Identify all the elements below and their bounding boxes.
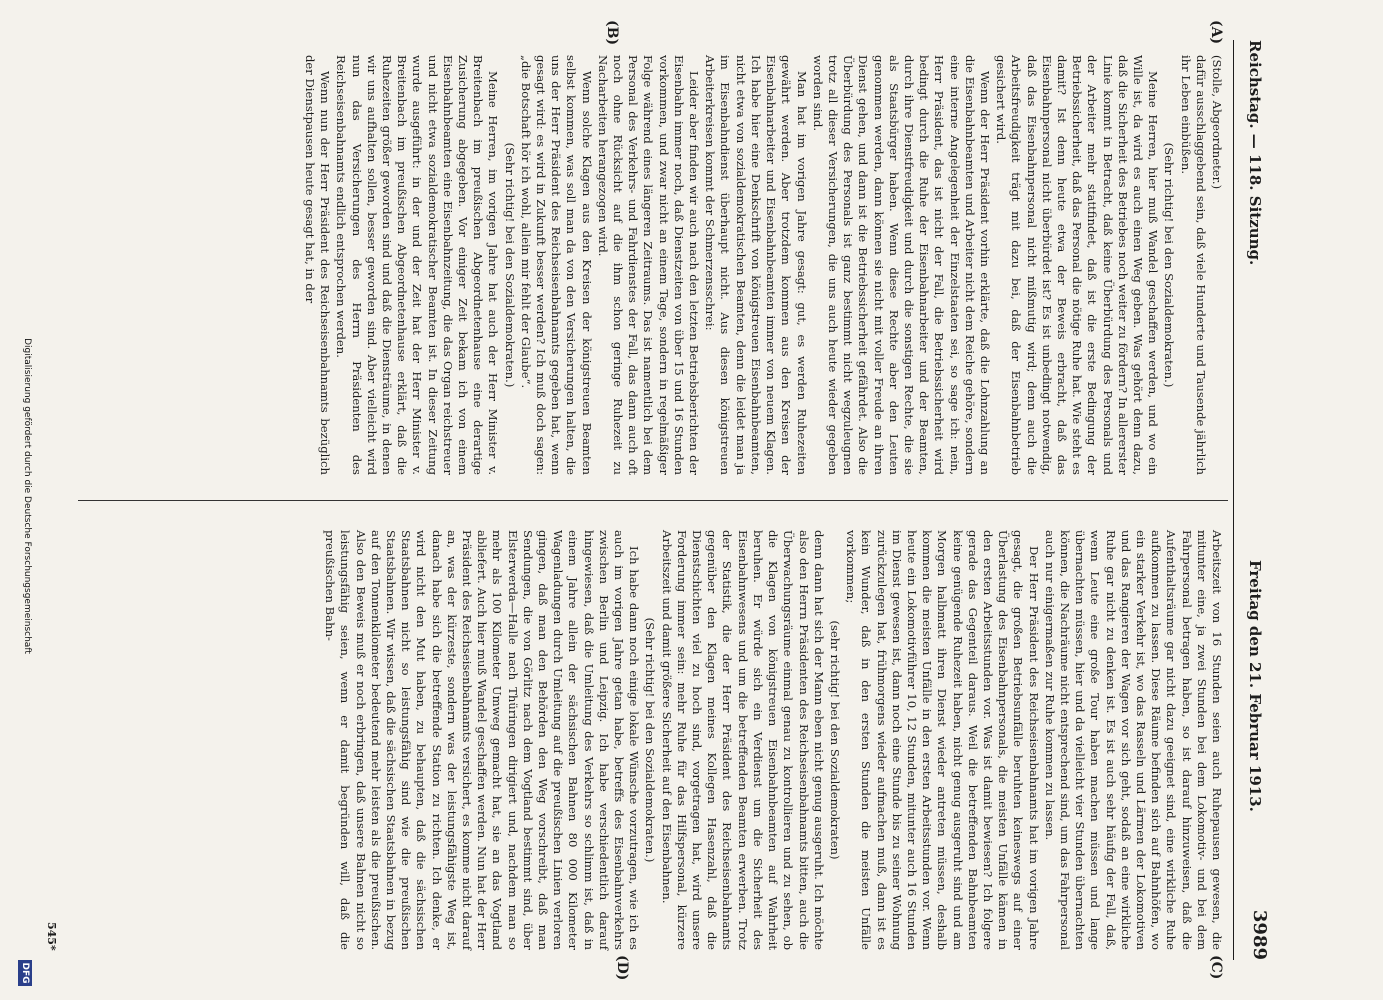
quote-paragraph: Leider aber finden wir auch nach den letzten Betriebsberichten der Eisenbahn immer noch, daß Dienstzeiten von über 15 und 16 Stunden vorkommen, und zwar nicht an einem Tage, sondern in regelmäßiger Folge während eines längeren Zeitraums. Das ist namentlich bei dem Personal des Verkehrs- und Fahrdienstes der Fall, das dann auch oft noch ohne Rücksicht auf die ihm schon geringe Ruhezeit zu Nacharbeiten herangezogen wird. (595, 55, 702, 475)
paragraph: Meine Herren, im vorigen Jahre hat auch der Herr Minister v. Breitenbach im preußischen Abgeordnetenhause eine derartige Zusicherung abgegeben. Vor einiger Zeit bekam ich von einem Eisenbahnbeamten eine Eisenbahnzeitung, die das Organ reichstreuer und nicht etwa sozialdemokratischer Beamten ist. In dieser Zeitung wurde ausgeführt: in der und der Zeit hat der Herr Minister v. Breitenbach im preußischen Abgeordnetenhause erklärt, daß die Ruhezeiten größer geworden sind und daß die Diensträume, in denen wir uns aufhalten sollen, besser geworden sind. Aber vielleicht wird nun das Versicherungen des Herrn Präsidenten des Reichseisenbahnamts endlich entsprochen werden. (334, 55, 501, 475)
paragraph: Wenn nun der Herr Präsident des Reichseisenbahnamts bezüglich der Dienstpausen heute gesagt hat, in der (303, 55, 333, 475)
header-rule (1233, 40, 1234, 960)
interjection: (sehr richtig! bei den Sozialdemokraten) (827, 620, 842, 860)
paragraph: Wenn solche Klagen aus den Kreisen der königstreuen Beamten selbst kommen, was soll man da von den Versicherungen halten, die uns der Herr Präsident des Reichseisenbahnamts gegeben hat, wenn gesagt wird: es wird in Zukunft besser werden? Ich muß doch sagen: „die Botschaft hör ich wohl, allein mir fehlt der Glaube“. (518, 55, 594, 475)
interjection: (Sehr richtig! bei den Sozialdemokraten.) (643, 617, 658, 863)
interjection: (Sehr richtig! bei den Sozialdemokraten.) (1162, 142, 1177, 388)
page-signature: 545* (45, 922, 58, 951)
header-left: Reichstag. — 118. Sitzung. (1246, 40, 1264, 266)
page-header (1236, 40, 1270, 960)
marker-c: (C) (1208, 955, 1224, 980)
marker-a: (A) (1208, 20, 1224, 45)
speaker-label: (Stolle, Abgeordneter.) (1210, 55, 1224, 190)
dfg-logo: DFG (18, 960, 32, 986)
paragraph: dafür ausschlaggebend sein, daß viele Hunderte und Tausende jährlich ihr Leben einbüßen. (1178, 55, 1208, 475)
paragraph: denn dann hat sich der Mann eben nicht genug ausgeruht. Ich möchte also den Herrn Präsidenten des Reichseisenbahnamts bitten, auch die Überwachungsräume einmal genau zu kontrollieren und zu sehen, ob die Klagen von königstreuen Eisenbahnbeamten auf Wahrheit beruhen. Er würde sich ein Verdienst um die Sicherheit des Eisenbahnwesens und um die betreffenden Beamten erwerben. Trotz der Statistik, die der Herr Präsident des Reichseisenbahnamts gegenüber den Klagen meines Kollegen Hasenzahl, daß die Dienstschichten viel zu hoch sind, vorgetragen hat, wird unsere Forderung immer sein: mehr Ruhe für das Hilfspersonal, kürzere Arbeitszeit und damit größere Sicherheit auf den Eisenbahnen. (659, 530, 826, 950)
header-date: Freitag den 21. Februar 1913. (1246, 560, 1264, 812)
paragraph: Ich habe dann noch einige lokale Wünsche vorzutragen, wie ich es auch im vorigen Jahre getan habe, betreffs des Eisenbahnverkehrs zwischen Berlin und Leipzig. Ich habe verschiedentlich darauf hingewiesen, daß die Umleitung des Verkehrs so schlimm ist, daß in einem Jahre allein der sächsischen Bahnen 80 000 Kilometer Wagenladungen durch Umleitung auf die preußischen Linien verloren gingen, daß man den Behörden den Weg vorschreibt, daß man Sendungen, die von Görlitz nach dem Vogtland bestimmt sind, über Elsterwerda—Halle nach Thüringen dirigiert und, nachdem man so mehr als 100 Kilometer Umweg gemacht hat, sie an das Vogtland abliefert. Auch hier muß Wandel geschaffen werden. Nun hat der Herr Präsident des Reichseisenbahnamts versichert, es komme nicht darauf an, was der kürzeste, sondern was der leistungsfähigste Weg ist, danach habe sich die betreffende Station zu richten. Ich denke, er wird nicht den Mut haben, zu behaupten, daß die sächsischen Staatsbahnen nicht so leistungsfähig sind wie die preußischen Staatsbahnen. Wir wissen, daß die sächsischen Staatsbahnen in bezug auf den Tonnenkilometer bedeutend mehr leisten als die preußischen. Also den Beweis muß er noch erbringen, daß unsere Bahnen nicht so leistungsfähig seien, wenn er damit begründen will, daß die preußischen Bahn- (323, 530, 642, 950)
text-column-left (301, 55, 1224, 475)
marker-b: (B) (604, 20, 620, 46)
header-page-number: 3989 (1249, 909, 1270, 960)
paragraph: Arbeitszeit von 16 Stunden seien auch Ruhepausen gewesen, die mitunter eine, ja zwei Stunden bei dem Lokomotiv- und bei dem Fahrpersonal betragen haben, so ist darauf hinzuweisen, daß die Aufenthaltsräume gar nicht dazu geeignet sind, eine wirkliche Ruhe aufkommen zu lassen. Diese Räume befinden sich auf Bahnhöfen, wo ein starker Verkehr ist, wo das Rasseln und Lärmen der Lokomotiven und das Rangieren der Wagen vor sich geht, sodaß an eine wirkliche Ruhe gar nicht zu denken ist. Es ist auch sehr häufig der Fall, daß, wenn Leute eine große Tour haben machen müssen und lange übernachten müssen, hier und da vielleicht vier Stunden übernachten können, die Nachräume nicht entsprechend sind, um das Fahrpersonal auch nur einigermaßen zur Ruhe kommen zu lassen. (1042, 530, 1224, 950)
interjection: (Sehr richtig! bei den Sozialdemokraten.) (502, 142, 517, 388)
column-divider (78, 500, 1228, 501)
paragraph: Man hat im vorigen Jahre gesagt: gut, es werden Ruhezeiten gewährt werden. Aber trotzdem kommen aus den Kreisen der Eisenbahnarbeiter und Eisenbahnbeamten immer von neuem Klagen. Ich habe hier eine Denkschrift von königstreuen Eisenbahnbeamten, nicht etwa von sozialdemokratischen Beamten, denn die leidet man ja im Eisenbahndienst überhaupt nicht. Aus diesen königstreuen Arbeiterkreisen kommt der Schmerzensschrei: (703, 55, 809, 475)
marker-d: (D) (614, 955, 630, 981)
paragraph: Meine Herren, hier muß Wandel geschaffen werden, und wo ein Wille ist, da wird es auch einen Weg geben. Was gehört denn dazu, daß die Sicherheit des Betriebes noch weiter zu fördern? In allererster Linie kommt in Betracht, daß keine Überbürdung des Personals und der Arbeiter mehr stattfindet, daß ist die erste Bedingung der Betriebssicherheit, daß das Personal die nötige Ruhe hat. Wie steht es damit? Ist denn heute etwa der Beweis erbracht, daß das Eisenbahnpersonal nicht überbürdet ist? Es ist unbedingt notwendig, daß das Eisenbahnpersonal nicht mißmutig wird; denn auch die Arbeitsfreudigkeit trägt mit dazu bei, daß der Eisenbahnbetrieb gesichert wird. (994, 55, 1161, 475)
paragraph: Der Herr Präsident des Reichseisenbahnamts hat im vorigen Jahre gesagt, die großen Betriebsunfälle beruhten keineswegs auf einer Überlastung des Eisenbahnpersonals, die meisten Unfälle kämen in den ersten Arbeitsstunden vor. Was ist damit bewiesen? Ich folgere gerade das Gegenteil daraus. Weil die betreffenden Bahnbeamten keine genügende Ruhezeit haben, nicht genug ausgeruht sind und am Morgen halbmatt ihren Dienst wieder antreten müssen, deshalb kommen die meisten Unfälle in den ersten Arbeitsstunden vor. Wenn heute ein Lokomotivführer 10, 12 Stunden, mitunter auch 16 Stunden im Dienst gewesen ist, dann noch eine Stunde bis zu seiner Wohnung zurückzulegen hat, frühmorgens wieder aufmachen muß, dann ist es kein Wunder, daß in den ersten Stunden die meisten Unfälle vorkommen; (844, 530, 1041, 950)
paragraph: Wenn der Herr Präsident vorhin erklärte, daß die Lohnzahlung an die Eisenbahnbeamten und Arbeiter nicht dem Reiche gehöre, sondern eine interne Angelegenheit der Einzelstaaten sei, so sage ich: nein, Herr Präsident, das ist nicht der Fall, die Betriebssicherheit wird bedingt durch die Ruhe der Eisenbahnarbeiter und der Beamten, durch ihre Dienstfreudigkeit und durch die sonstigen Rechte, die sie als Staatsbürger haben. Wenn diese Rechte aber den Leuten genommen werden, dann können sie nicht mit voller Freude an ihren Dienst gehen, und dann ist die Betriebssicherheit gefährdet. Also die Überbürdung des Personals ist ganz bestimmt nicht wegzuleugnen trotz all dieser Versicherungen, die uns auch heute wieder gegeben worden sind. (810, 55, 992, 475)
text-column-right (321, 530, 1224, 950)
digitization-note: Digitalisierung gefördert durch die Deutsche Forschungsgemeinschaft (22, 338, 32, 654)
